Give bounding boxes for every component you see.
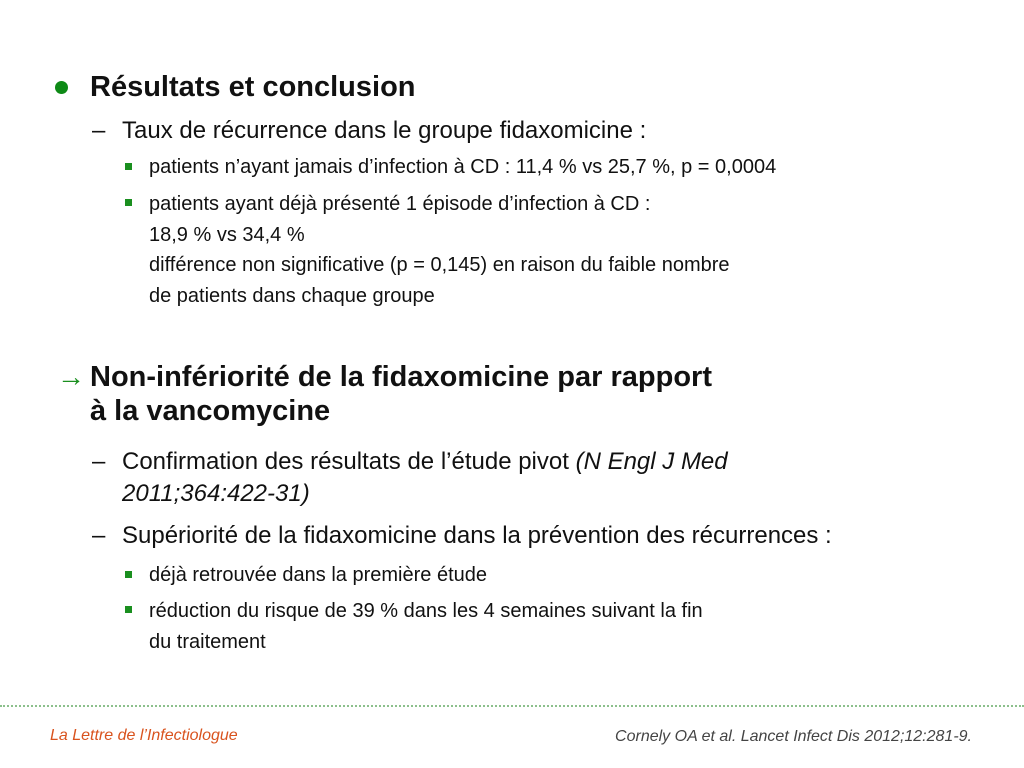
arrow-right-icon: → [57, 361, 85, 392]
list-item-line: réduction du risque de 39 % dans les 4 semaines suivant la fin [149, 600, 703, 622]
list-item [149, 596, 703, 657]
footer-journal: La Lettre de l’Infectiologue [50, 727, 238, 744]
section2-title-line: Non-infériorité de la fidaxomicine par rapport [90, 361, 712, 393]
section2-title-line: à la vancomycine [90, 395, 331, 427]
footer-divider [0, 705, 1024, 707]
list-item-line: du traitement [149, 630, 266, 653]
confirmation-text: Confirmation des résultats de l’étude pivot [122, 448, 576, 475]
square-bullet-icon [125, 163, 132, 170]
list-item [149, 189, 730, 311]
list-item: déjà retrouvée dans la première étude [149, 564, 487, 586]
dash-icon: – [92, 522, 106, 549]
section2-title [90, 360, 712, 428]
section2-subheading-confirmation [122, 446, 882, 510]
citation: 2011;364:422-31) [122, 480, 310, 507]
list-item: patients n’ayant jamais d’infection à CD : 11,4 % vs 25,7 %, p = 0,0004 [149, 156, 777, 178]
list-item-line: de patients dans chaque groupe [149, 284, 435, 307]
square-bullet-icon [125, 571, 132, 578]
list-item-line: différence non significative (p = 0,145) en raison du faible nombre [149, 254, 730, 276]
section2-subheading-superiority: Supériorité de la fidaxomicine dans la prévention des récurrences : [122, 522, 832, 549]
dash-icon: – [92, 117, 106, 144]
section1-subheading: Taux de récurrence dans le groupe fidaxomicine : [122, 117, 647, 144]
dash-icon: – [92, 448, 106, 475]
citation: (N Engl J Med [575, 448, 728, 475]
square-bullet-icon [125, 199, 132, 206]
list-item-line: patients ayant déjà présenté 1 épisode d’infection à CD : [149, 193, 651, 215]
footer-reference: Cornely OA et al. Lancet Infect Dis 2012;12:281-9. [615, 728, 972, 745]
bullet-dot-icon [55, 81, 68, 94]
list-item-line: 18,9 % vs 34,4 % [149, 223, 305, 246]
square-bullet-icon [125, 606, 132, 613]
section1-title: Résultats et conclusion [90, 71, 416, 103]
